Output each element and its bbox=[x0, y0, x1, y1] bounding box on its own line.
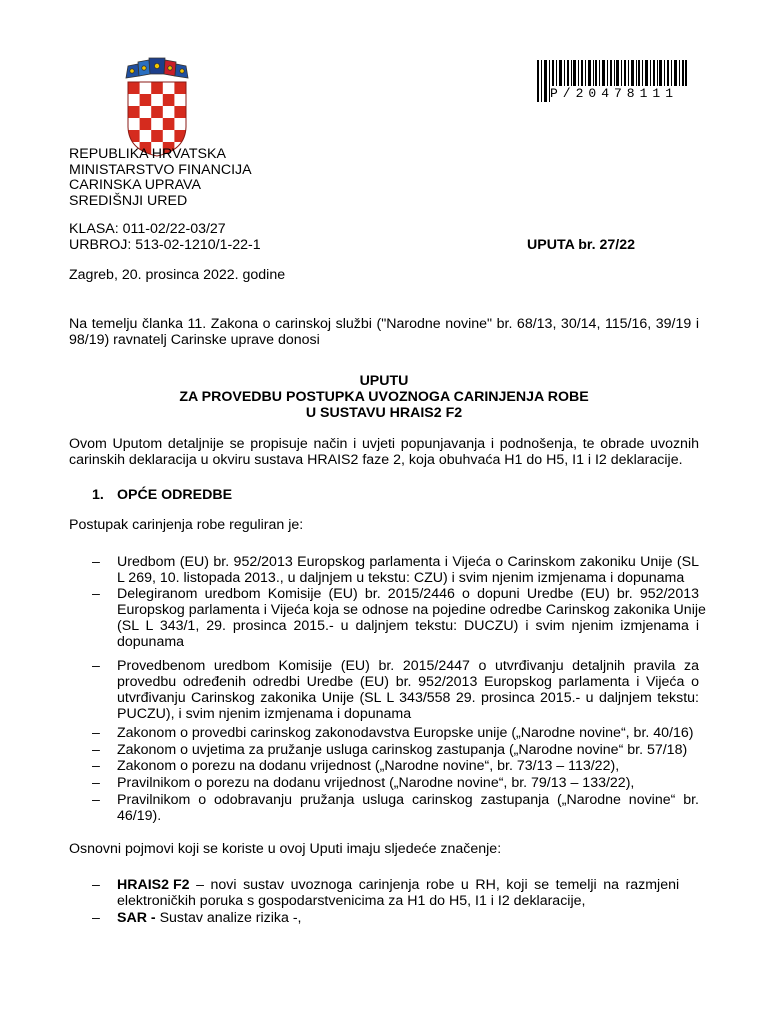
list-bullet: – bbox=[92, 742, 100, 758]
list-item: Uredbom (EU) br. 952/2013 Europskog parlamenta i Vijeća o Carinskom zakoniku Unije (SL bbox=[117, 554, 699, 570]
klasa: KLASA: 011-02/22-03/27 bbox=[69, 221, 226, 237]
list-item: Zakonom o uvjetima za pružanje usluga carinskog zastupanja („Narodne novine“ br. 57/18) bbox=[117, 742, 688, 758]
terms-lead: Osnovni pojmovi koji se koriste u ovoj Uputi imaju sljedeće značenje: bbox=[69, 841, 502, 857]
list-bullet: – bbox=[92, 910, 100, 926]
list-bullet: – bbox=[92, 775, 100, 791]
list-item-continuation: (SL L 343/1, 29. prosinca 2015.- u daljnjem tekstu: DUCZU) i svim njenim izmjenama i bbox=[117, 618, 699, 634]
list-bullet: – bbox=[92, 658, 100, 674]
list-bullet: – bbox=[92, 586, 100, 602]
list-item-continuation: utvrđivanju Carinskog zakonika Unije (SL L 343/558 29. prosinca 2015.- u daljnjem tekstu: bbox=[117, 690, 699, 706]
urbroj: URBROJ: 513-02-1210/1-22-1 bbox=[69, 237, 261, 253]
term-definition: Sustav analize rizika -, bbox=[155, 910, 302, 926]
croatian-coat-of-arms bbox=[122, 56, 192, 158]
title-line-2: ZA PROVEDBU POSTUPKA UVOZNOGA CARINJENJA ROBE bbox=[179, 389, 589, 405]
list-item-continuation: provedbu određenih odredbi Uredbe (EU) br. 952/2013 Europskog parlamenta i Vijeća o bbox=[117, 674, 699, 690]
place-date: Zagreb, 20. prosinca 2022. godine bbox=[69, 267, 286, 283]
title-line-3: U SUSTAVU HRAIS2 F2 bbox=[305, 405, 463, 421]
term-name: SAR - bbox=[117, 910, 156, 926]
intro-line-1: Ovom Uputom detaljnije se propisuje način i uvjeti popunjavanja i podnošenja, te obrade uvoznih bbox=[69, 436, 699, 452]
list-item: Pravilnikom o odobravanju pružanja usluga carinskog zastupanja („Narodne novine“ br. bbox=[117, 792, 699, 808]
preamble-line-1: Na temelju članka 11. Zakona o carinskoj službi ("Narodne novine" br. 68/13, 30/14, 115/16, 39/19 i bbox=[69, 316, 699, 332]
section-heading: OPĆE ODREDBE bbox=[117, 487, 233, 503]
list-item: Zakonom o provedbi carinskog zakonodavstva Europske unije („Narodne novine“, br. 40/16) bbox=[117, 725, 694, 741]
list-bullet: – bbox=[92, 725, 100, 741]
list-item-continuation: 46/19). bbox=[117, 808, 162, 824]
list-item: Pravilnikom o porezu na dodanu vrijednost („Narodne novine“, br. 79/13 – 133/22), bbox=[117, 775, 635, 791]
list-bullet: – bbox=[92, 758, 100, 774]
header-office: SREDIŠNJI URED bbox=[69, 193, 188, 209]
header-country: REPUBLIKA HRVATSKA bbox=[69, 146, 226, 162]
header-ministry: MINISTARSTVO FINANCIJA bbox=[69, 162, 252, 178]
list-item-continuation: dopunama bbox=[117, 634, 185, 650]
title-line-1: UPUTU bbox=[359, 373, 409, 389]
intro-line-2: carinskih deklaracija u okviru sustava HRAIS2 faze 2, koja obuhvaća H1 do H5, I1 i I2 deklaracije. bbox=[69, 452, 683, 468]
term-item bbox=[117, 910, 302, 927]
list-bullet: – bbox=[92, 792, 100, 808]
section-number: 1. bbox=[92, 487, 104, 503]
header-administration: CARINSKA UPRAVA bbox=[69, 177, 201, 193]
term-item bbox=[117, 877, 699, 894]
list-item-continuation: Europskog parlamenta i Vijeća koja se odnose na pojedine odredbe Carinskog zakonika Unije bbox=[117, 602, 706, 618]
barcode-number: P/20478111 bbox=[550, 86, 690, 102]
list-item: Delegiranom uredbom Komisije (EU) br. 2015/2446 o dopuni Uredbe (EU) br. 952/2013 bbox=[117, 586, 699, 602]
section-lead: Postupak carinjenja robe reguliran je: bbox=[69, 517, 304, 533]
term-name: HRAIS2 F2 bbox=[117, 877, 190, 893]
term-definition: – novi sustav uvoznoga carinjenja robe u RH, koji se temelji na razmjeni bbox=[189, 877, 680, 893]
uputa-number: UPUTA br. 27/22 bbox=[527, 237, 636, 253]
list-bullet: – bbox=[92, 554, 100, 570]
list-item-continuation: L 269, 10. listopada 2013., u daljnjem u tekstu: CZU) i svim njenim izmjenama i dopunama bbox=[117, 570, 685, 586]
list-item-continuation: PUCZU), i svim njenim izmjenama i dopunama bbox=[117, 706, 412, 722]
list-item: Provedbenom uredbom Komisije (EU) br. 2015/2447 o utvrđivanju detaljnih pravila za bbox=[117, 658, 699, 674]
preamble-line-2: 98/19) ravnatelj Carinske uprave donosi bbox=[69, 332, 320, 348]
list-bullet: – bbox=[92, 877, 100, 893]
list-item: Zakonom o porezu na dodanu vrijednost („Narodne novine“, br. 73/13 – 113/22), bbox=[117, 758, 620, 774]
term-definition-continuation: elektroničkih poruka s gospodarstvenicima za H1 do H5, I1 i I2 deklaracije, bbox=[117, 893, 586, 909]
